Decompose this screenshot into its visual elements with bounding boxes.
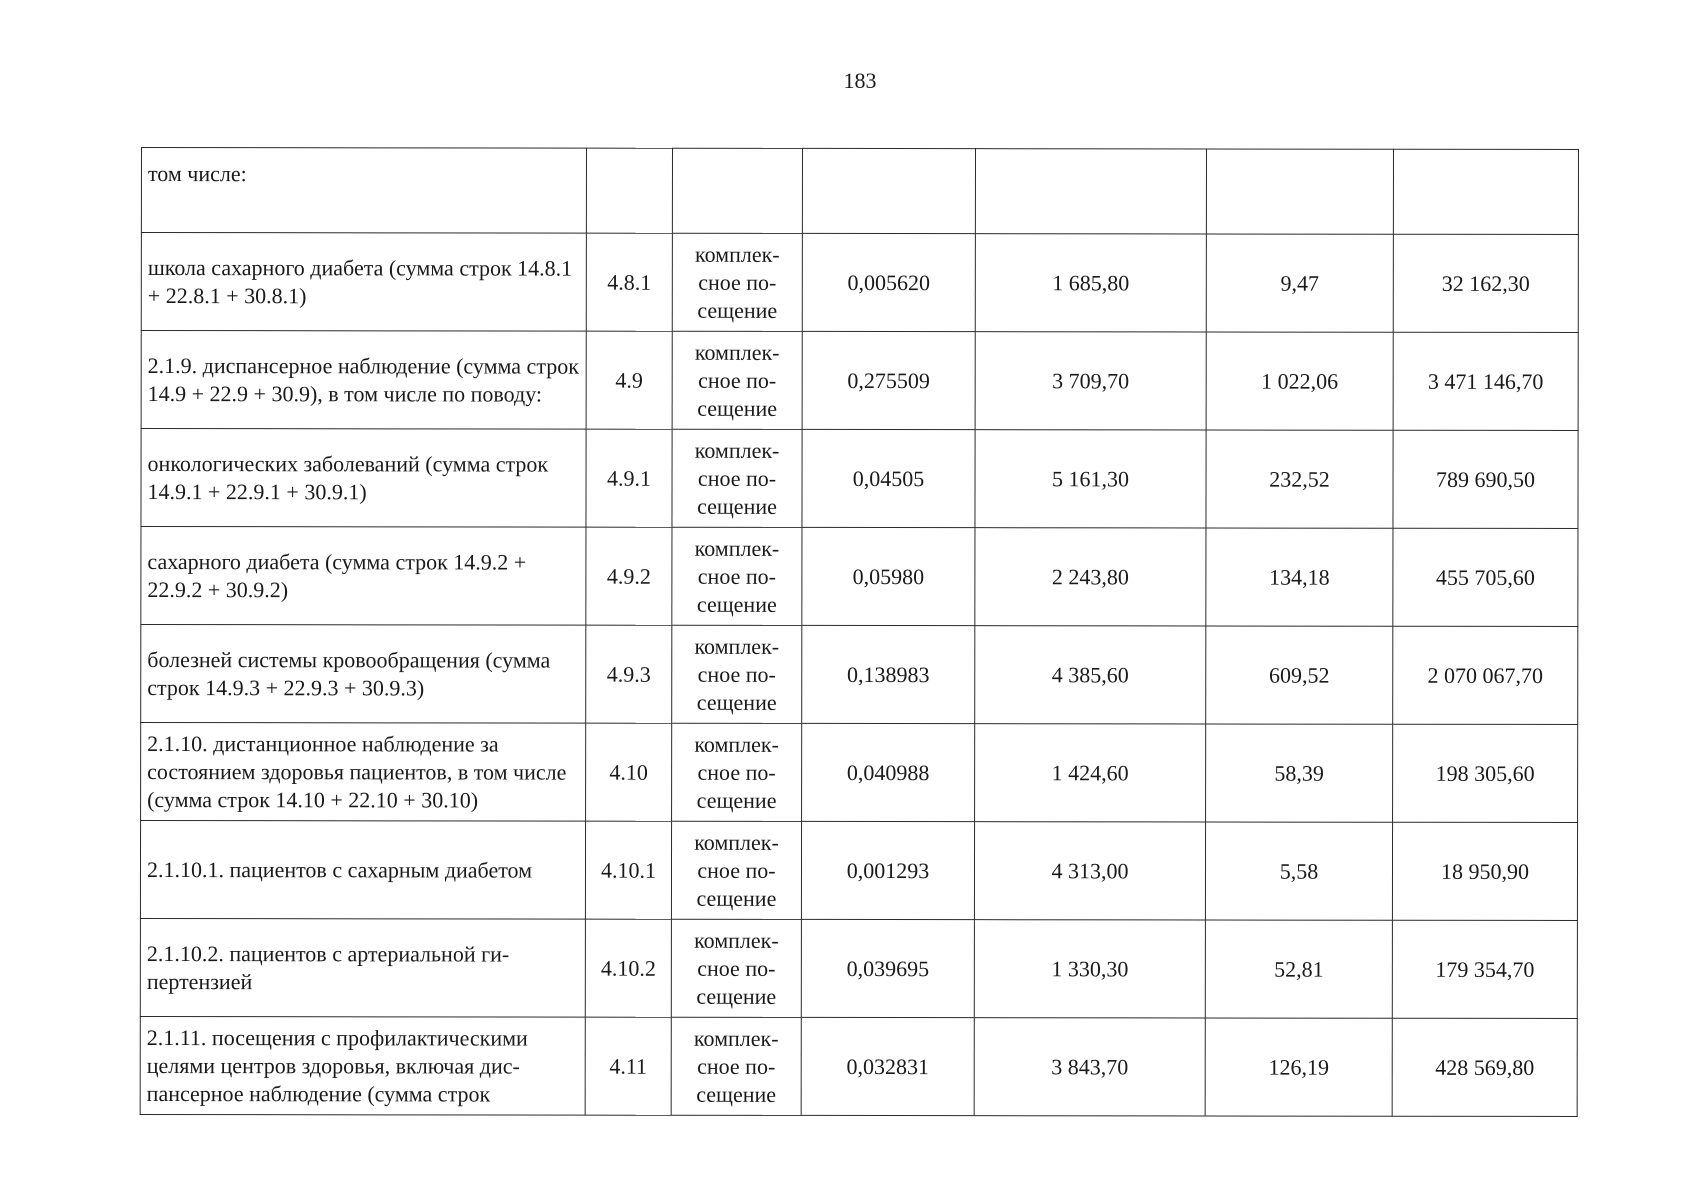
cell-total: 18 950,90 [1392, 822, 1577, 920]
cell-total [1393, 149, 1578, 234]
cell-unit: комплек-сное по-сещение [672, 527, 802, 625]
cell-per-capita: 609,52 [1206, 626, 1393, 724]
cell-cost: 1 424,60 [975, 724, 1206, 822]
cell-per-capita: 58,39 [1206, 724, 1393, 822]
cell-name: 2.1.10. дистанционное наблюдение за состоянием здоровья пациентов, в том числе (сумма строк 14.10 + 22.10 + 30.10) [141, 723, 586, 822]
cell-total: 32 162,30 [1393, 234, 1578, 332]
cell-unit: комплек-сное по-сещение [672, 429, 802, 527]
cell-cost: 2 243,80 [975, 528, 1206, 626]
cell-norm: 0,040988 [802, 723, 975, 821]
table-row [141, 527, 1578, 627]
cell-unit: комплек-сное по-сещение [671, 821, 801, 919]
cell-code: 4.9.3 [586, 625, 672, 723]
cell-code: 4.8.1 [586, 233, 672, 331]
cell-norm [802, 148, 975, 233]
cell-per-capita: 126,19 [1205, 1018, 1392, 1116]
cell-code: 4.9.2 [586, 527, 672, 625]
cell-unit: комплек-сное по-сещение [672, 233, 802, 331]
cell-code [586, 148, 672, 233]
cell-unit: комплек-сное по-сещение [672, 723, 802, 821]
cell-norm: 0,039695 [801, 919, 974, 1017]
cell-total: 2 070 067,70 [1393, 626, 1578, 724]
cell-norm: 0,032831 [801, 1017, 974, 1115]
cell-per-capita: 1 022,06 [1206, 332, 1393, 430]
cell-total: 428 569,80 [1392, 1018, 1577, 1116]
cell-unit: комплек-сное по-сещение [671, 919, 801, 1017]
cell-unit [672, 148, 802, 233]
data-table-wrapper [141, 147, 1578, 1115]
cell-cost: 3 843,70 [974, 1018, 1205, 1116]
table-row [140, 821, 1577, 921]
cell-norm: 0,001293 [801, 821, 974, 919]
cell-name: 2.1.9. диспансерное наблюдение (сумма строк 14.9 + 22.9 + 30.9), в том числе по поводу: [141, 331, 586, 430]
cell-code: 4.11 [585, 1017, 671, 1115]
cell-cost: 4 385,60 [975, 626, 1206, 724]
cell-name: 2.1.11. посещения с профилактическими целями центров здоровья, включая дис-пансерное наблюдение (сумма строк [140, 1016, 585, 1115]
cell-cost: 1 685,80 [975, 234, 1206, 332]
cell-per-capita: 5,58 [1205, 822, 1392, 920]
cell-name: том числе: [141, 148, 586, 234]
table-row [141, 429, 1578, 529]
cell-total: 789 690,50 [1393, 430, 1578, 528]
cell-total: 3 471 146,70 [1393, 332, 1578, 430]
cell-name: сахарного диабета (сумма строк 14.9.2 + 22.9.2 + 30.9.2) [141, 527, 586, 626]
table-row [141, 625, 1578, 725]
cell-code: 4.10.1 [585, 821, 671, 919]
cell-cost [975, 149, 1206, 234]
cell-per-capita: 134,18 [1206, 528, 1393, 626]
cell-name: болезней системы кровообращения (сумма строк 14.9.3 + 22.9.3 + 30.9.3) [141, 625, 586, 724]
table-row [140, 1016, 1577, 1116]
cell-name: школа сахарного диабета (сумма строк 14.8.1 + 22.8.1 + 30.8.1) [141, 233, 586, 332]
cell-code: 4.10.2 [585, 919, 671, 1017]
cell-per-capita [1206, 149, 1393, 234]
cell-cost: 5 161,30 [975, 430, 1206, 528]
table-row [141, 148, 1578, 235]
table-row [141, 723, 1578, 823]
cell-norm: 0,05980 [802, 527, 975, 625]
cell-unit: комплек-сное по-сещение [672, 625, 802, 723]
data-table [140, 147, 1579, 1117]
table-row [140, 918, 1577, 1018]
table-row [141, 331, 1578, 431]
cell-norm: 0,275509 [802, 331, 975, 429]
cell-cost: 3 709,70 [975, 332, 1206, 430]
cell-code: 4.10 [586, 723, 672, 821]
cell-code: 4.9 [586, 331, 672, 429]
cell-code: 4.9.1 [586, 429, 672, 527]
cell-name: 2.1.10.2. пациентов с артериальной ги-пертензией [140, 918, 585, 1017]
table-row [141, 233, 1578, 333]
cell-per-capita: 52,81 [1205, 920, 1392, 1018]
page-number: 183 [843, 68, 877, 93]
table-body [140, 148, 1578, 1117]
cell-norm: 0,005620 [802, 233, 975, 331]
cell-total: 179 354,70 [1392, 920, 1577, 1018]
cell-norm: 0,138983 [802, 625, 975, 723]
cell-cost: 4 313,00 [974, 822, 1205, 920]
cell-name: онкологических заболеваний (сумма строк 14.9.1 + 22.9.1 + 30.9.1) [141, 429, 586, 528]
cell-name: 2.1.10.1. пациентов с сахарным диабетом [140, 821, 585, 920]
cell-unit: комплек-сное по-сещение [671, 1017, 801, 1115]
cell-total: 455 705,60 [1393, 528, 1578, 626]
cell-unit: комплек-сное по-сещение [672, 331, 802, 429]
cell-total: 198 305,60 [1393, 724, 1578, 822]
cell-norm: 0,04505 [802, 429, 975, 527]
cell-per-capita: 232,52 [1206, 430, 1393, 528]
cell-per-capita: 9,47 [1206, 234, 1393, 332]
cell-cost: 1 330,30 [974, 920, 1205, 1018]
